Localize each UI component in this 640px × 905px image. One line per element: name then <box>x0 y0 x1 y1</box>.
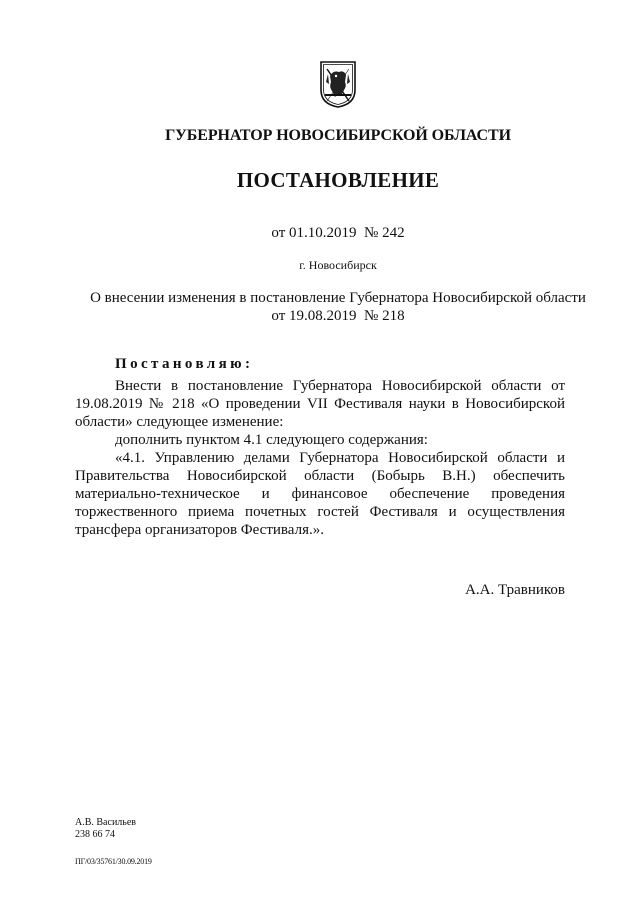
subject-line-2: от 19.08.2019 № 218 <box>271 308 405 324</box>
executor-phone: 238 66 74 <box>75 829 115 840</box>
coat-of-arms-icon <box>319 60 357 109</box>
document-code: ПГ/03/35761/30.09.2019 <box>75 857 152 866</box>
body-paragraph-1: Внести в постановление Губернатора Новосибирской области от 19.08.2019 № 218 «О проведении VII Фестиваля науки в Новосибирской области» следующее изменение: <box>75 378 565 430</box>
issuing-authority: ГУБЕРНАТОР НОВОСИБИРСКОЙ ОБЛАСТИ <box>165 127 511 144</box>
body-paragraph-2: дополнить пунктом 4.1 следующего содержания: <box>115 432 428 448</box>
document-type-title: ПОСТАНОВЛЕНИЕ <box>236 168 440 192</box>
executor-block <box>75 817 136 841</box>
signatory-name: А.А. Травников <box>465 582 565 598</box>
city: г. Новосибирск <box>299 258 377 272</box>
subject-line-1: О внесении изменения в постановление Губернатора Новосибирской области <box>90 290 586 306</box>
document-subject <box>18 289 640 325</box>
executor-name: А.В. Васильев <box>75 817 137 828</box>
date-and-number: от 01.10.2019 № 242 <box>271 225 405 241</box>
document-body <box>75 355 565 539</box>
body-paragraph-3: «4.1. Управлению делами Губернатора Новосибирской области и Правительства Новосибирской области (Бобырь В.Н.) обеспечить материально-техническое и финансовое обеспечение проведения торжественного приема почетных гостей Фестиваля и осуществления трансфера организаторов Фестиваля.». <box>75 450 565 538</box>
decree-word: Постановляю: <box>115 356 254 372</box>
